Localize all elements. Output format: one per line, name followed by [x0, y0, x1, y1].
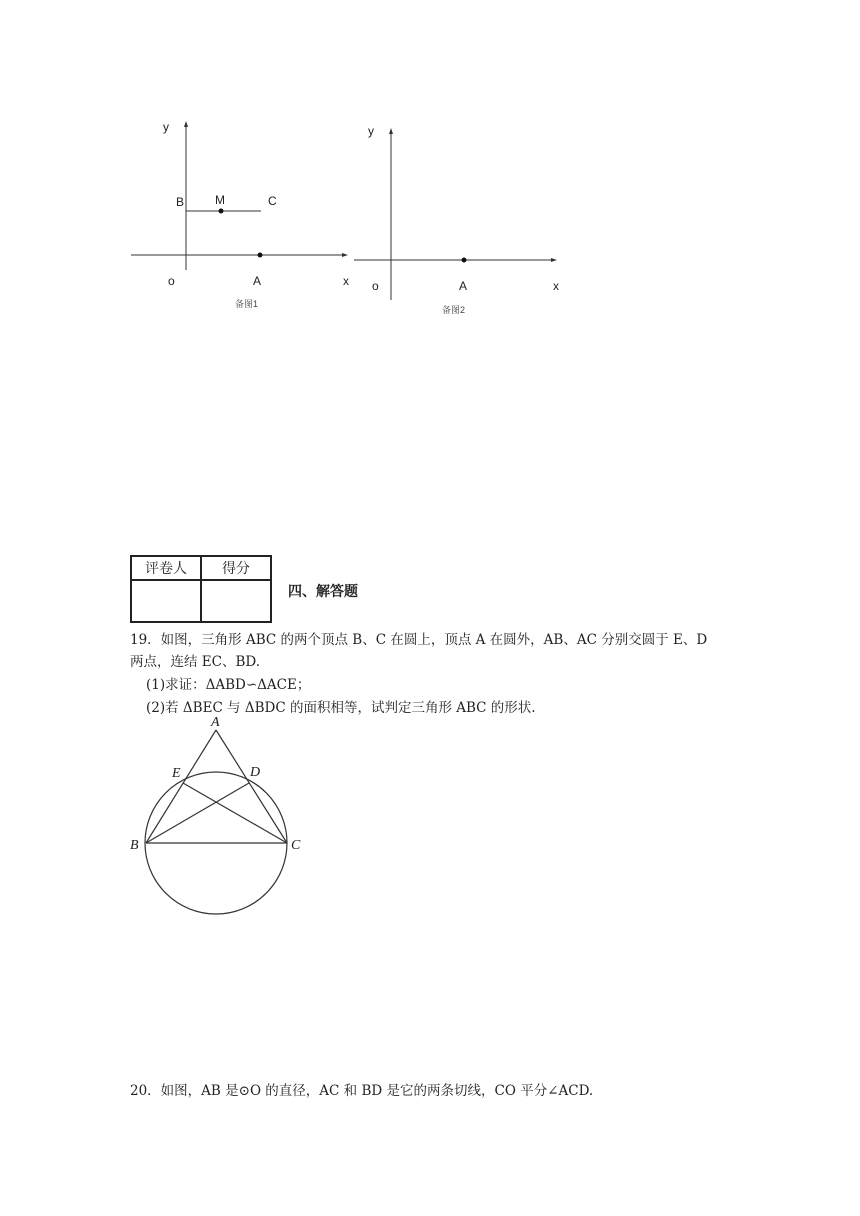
fig1-y-arrow	[184, 121, 188, 127]
score-table-grader-cell	[131, 580, 201, 622]
section-title: 四、解答题	[288, 584, 358, 600]
q19-part-2: (2)若 ΔBEC 与 ΔBDC 的面积相等，试判定三角形 ABC 的形状.	[146, 700, 536, 716]
fig1-label-o: o	[168, 274, 175, 288]
q19-line-1: 19．如图，三角形 ABC 的两个顶点 B、C 在圆上，顶点 A 在圆外，AB、AC 分别交圆于 E、D	[130, 632, 708, 648]
score-table	[130, 555, 272, 623]
fig2-label-x: x	[553, 279, 559, 293]
fig2-point-a	[462, 258, 467, 263]
fig2-caption: 备图2	[442, 305, 466, 315]
figure-1	[0, 0, 860, 340]
q19-part-1: (1)求证：ΔABD∽ΔACE；	[146, 677, 311, 693]
fig1-point-m	[219, 209, 224, 214]
fig1-caption: 备图1	[235, 299, 259, 309]
figure-3	[0, 700, 400, 930]
score-table-header-score: 得分	[201, 556, 271, 580]
fig3-label-c: C	[291, 838, 301, 853]
fig1-label-y: y	[163, 120, 169, 134]
fig3-label-a: A	[211, 715, 220, 730]
fig1-point-a	[258, 253, 263, 258]
fig1-label-b: B	[176, 195, 185, 209]
fig3-label-d: D	[250, 765, 261, 780]
q19-line-2: 两点，连结 EC、BD.	[130, 654, 261, 670]
fig2-y-arrow	[389, 128, 393, 134]
score-table-header-grader: 评卷人	[131, 556, 201, 580]
fig1-label-x: x	[343, 274, 349, 288]
fig2-label-o: o	[372, 279, 379, 293]
fig2-label-a: A	[459, 279, 468, 293]
fig3-side-ac	[216, 730, 287, 843]
q20-line-1: 20．如图，AB 是⊙O 的直径，AC 和 BD 是它的两条切线，CO 平分∠ACD.	[130, 1083, 594, 1099]
fig2-x-arrow	[551, 258, 557, 262]
score-table-score-cell	[201, 580, 271, 622]
fig1-label-m: M	[215, 193, 225, 207]
fig3-label-b: B	[130, 838, 139, 853]
fig2-label-y: y	[368, 124, 374, 138]
fig3-label-e: E	[172, 766, 181, 781]
fig1-label-c: C	[268, 194, 277, 208]
fig3-side-ab	[146, 730, 216, 843]
fig1-x-arrow	[342, 253, 348, 257]
fig1-label-a: A	[253, 274, 262, 288]
